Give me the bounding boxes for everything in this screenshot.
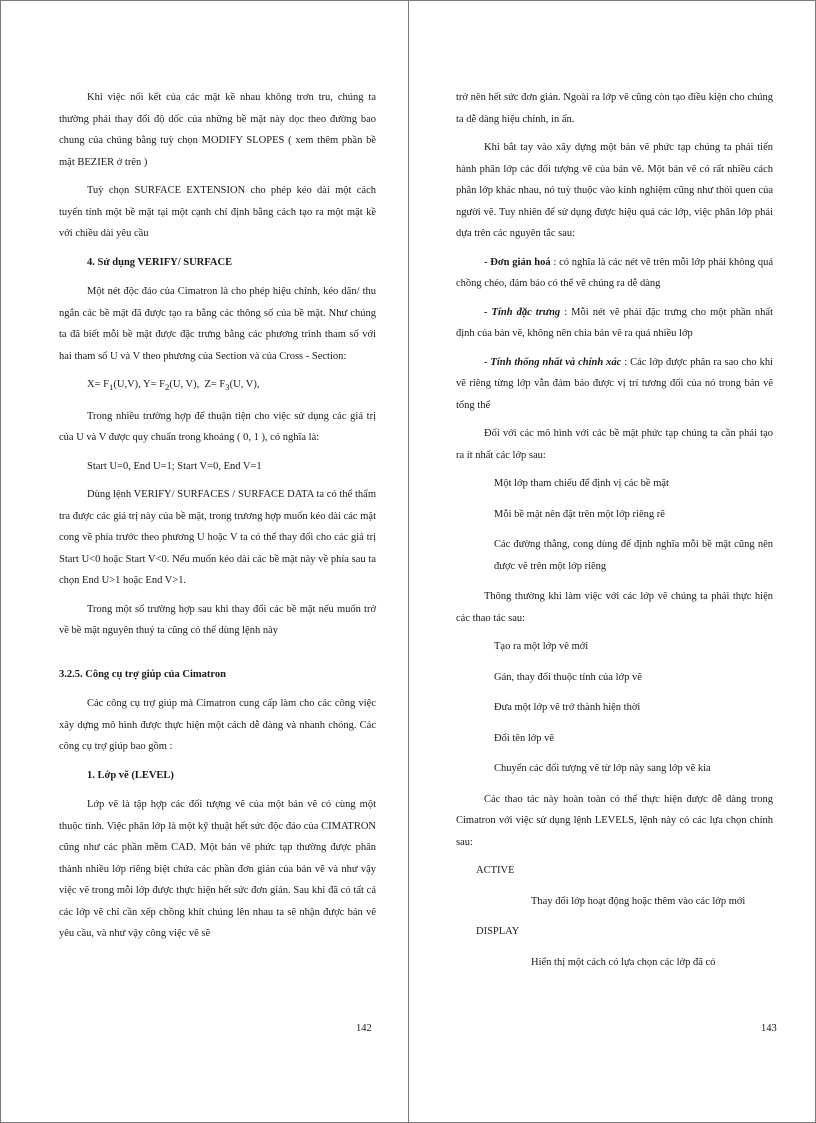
- option-display-desc: Hiển thị một cách có lựa chọn các lớp đã có: [531, 956, 716, 968]
- list-item: Đưa một lớp vẽ trở thành hiện thời: [494, 702, 641, 713]
- principle-text: : Mỗi nét vẽ phải đặc trưng cho một phần nhất định của bản vẽ, không nên chia bản vẽ ra quá nhiều lớp: [456, 306, 773, 339]
- paragraph-surface-extension: Tuỳ chọn SURFACE EXTENSION cho phép kéo dài một cách tuyến tính một bề mặt tại một cạnh chỉ định bằng cách tạo ra một mặt kề với chiều dài yêu cầu: [59, 185, 376, 239]
- option-active-name: ACTIVE: [476, 865, 515, 876]
- paragraph-layering-intro: Khi bắt tay vào xây dựng một bản vẽ phức tạp chúng ta phải tiến hành phân lớp các đối tượng vẽ của bản vẽ. Một bản vẽ có rất nhiều cách phân lớp khác nhau, nó tuỳ thuộc vào kinh nghiệm cũng như thói quen của người vẽ. Tuy nhiên để sử dụng được hiệu quả các lớp, việc phân lớp phải dựa trên các nguyên tắc sau:: [456, 142, 773, 239]
- paragraph-normalized-range: Trong nhiều trường hợp để thuận tiện cho việc sử dụng các giá trị của U và V được quy chuẩn trong khoảng ( 0, 1 ), có nghĩa là:: [59, 410, 376, 444]
- principle-text: : Các lớp được phân ra sao cho khi vẽ riêng từng lớp vẫn đảm bảo được vị trí tương đối của nó trong bản vẽ tổng thể: [456, 356, 773, 411]
- paragraph-surface-data: Dùng lệnh VERIFY/ SURFACES / SURFACE DATA ta có thể thẩm tra được các giá trị này của bề mặt, trong trương hợp muốn kéo dài các mặt cong về phía trước theo phương U hoặc V ta có thể thay đổi cho các giá trị Start U<0 hoặc Start V<0. Nếu muốn kéo dài các bề mặt này về phía sau ta chọn End U>1 hoặc End V>1.: [59, 489, 376, 587]
- paragraph-tools-intro: Các công cụ trợ giúp mà Cimatron cung cấp làm cho các công việc xây dựng mô hình được thực hiện một cách dễ dàng và nhanh chóng. Các công cụ trợ giúp bao gồm :: [59, 698, 376, 753]
- list-item: Một lớp tham chiếu để định vị các bề mặt: [494, 478, 669, 489]
- list-item: Mỗi bề mặt nên đặt trên một lớp riêng rẽ: [494, 508, 665, 520]
- range-values: Start U=0, End U=1; Start V=0, End V=1: [87, 460, 262, 472]
- principle-consistency: [456, 352, 773, 417]
- principle-label: - Tính thống nhất và chính xác: [484, 356, 622, 368]
- page-number-left: 142: [356, 1023, 372, 1034]
- parametric-formula: $X= F_1(U,V)$, $Y= F_2(U$, V), $Z= F_3(U$, V),: [87, 379, 260, 393]
- principle-label: - Tính đặc trưng: [484, 306, 561, 318]
- left-page-text-column: [59, 87, 376, 952]
- section-heading-tools: 3.2.5. Công cụ trợ giúp của Cimatron: [59, 668, 226, 680]
- list-item: Đổi tên lớp vẽ: [494, 732, 555, 744]
- paragraph-restore: Trong một số trường hợp sau khi thay đổi các bề mặt nếu muốn trở về bề mặt nguyên thuỷ ta cũng có thể dùng lệnh này: [59, 603, 376, 637]
- paragraph-operations: Thông thường khi làm việc với các lớp vẽ chúng ta phải thực hiện các thao tác sau:: [456, 591, 773, 624]
- paragraph-modify-slopes: Khi việc nối kết của các mặt kề nhau không trơn tru, chúng ta thường phải thay đổi độ dốc của những bề mặt này dọc theo đường bao chung của chúng bằng tuỳ chọn MODIFY SLOPES ( xem thêm phần bề mặt BEZIER ở trên ): [59, 92, 376, 168]
- paragraph-continuation: trở nên hết sức đơn giản. Ngoài ra lớp vẽ cũng còn tạo điều kiện cho chúng ta dễ dàng hiệu chỉnh, in ấn.: [456, 92, 773, 125]
- right-page: [408, 0, 816, 1123]
- paragraph-levels-command: Các thao tác này hoàn toàn có thể thực hiện được dễ dàng trong Cimatron với việc sử dụng lệnh LEVELS, lệnh này có các lựa chọn chính sau:: [456, 793, 773, 848]
- page-number-right: 143: [761, 1023, 777, 1034]
- principle-characteristic: [456, 302, 773, 345]
- list-item: Các đường thẳng, cong dùng để định nghĩa mỗi bề mặt cũng nên được vẽ trên một lớp riêng: [494, 539, 773, 572]
- principle-simplify: [456, 252, 773, 295]
- heading-level: 1. Lớp vẽ (LEVEL): [87, 769, 174, 781]
- principle-label: - Đơn giản hoá: [484, 256, 551, 268]
- principle-text: : có nghĩa là các nét vẽ trên mỗi lớp phải không quá chồng chéo, đảm bảo có thể vẽ chúng ra dễ dàng: [456, 256, 773, 289]
- paragraph-level-definition: Lớp vẽ là tập hợp các đối tượng vẽ của một bản vẽ có cùng một thuộc tính. Việc phân lớp là một kỹ thuật hết sức độc đáo của CIMATRON cũng như các phần mềm CAD. Một bản vẽ phức tạp thường được phân thành nhiều lớp riêng biệt chứa các phần đơn giản của bản vẽ và như vậy việc vẽ trong mỗi lớp được thực hiện hết sức đơn giản. Sau khi đã có tất cả các lớp vẽ chỉ cần xếp chồng khít chúng lên nhau ta sẽ nhận được bản vẽ yêu cầu, và như vậy công việc vẽ sẽ: [59, 799, 376, 940]
- heading-verify-surface: 4. Sử dụng VERIFY/ SURFACE: [87, 256, 233, 268]
- list-item: Chuyển các đối tượng vẽ từ lớp này sang lớp vẽ kia: [494, 763, 711, 774]
- paragraph-models: Đối với các mô hình với các bề mặt phức tạp chúng ta cần phải tạo ra ít nhất các lớp sau:: [456, 428, 773, 461]
- option-display-name: DISPLAY: [476, 926, 520, 937]
- list-item: Tạo ra một lớp vẽ mới: [494, 641, 589, 652]
- right-page-text-column: [456, 87, 773, 982]
- option-active-desc: Thay đổi lớp hoạt động hoặc thêm vào các lớp mới: [531, 895, 746, 907]
- paragraph-verify-intro: Một nét độc đáo của Cimatron là cho phép hiệu chỉnh, kéo dãn/ thu ngắn các bề mặt đã được tạo ra bằng các thông số của bề mặt. Như chúng ta đã biết mỗi bề mặt được đặc trưng bằng các phương trình tham số với hai tham số U và V theo phương của Section và của Cross - Section:: [59, 286, 376, 362]
- list-item: Gán, thay đổi thuộc tính của lớp vẽ: [494, 671, 642, 683]
